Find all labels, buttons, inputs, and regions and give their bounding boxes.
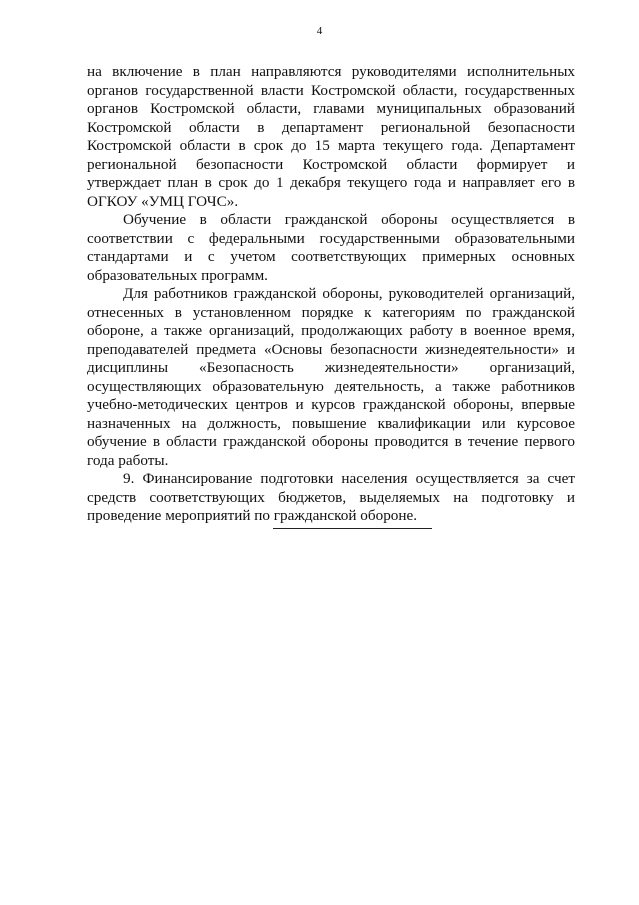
paragraph-line: проведение мероприятий по гражданской обороне. (87, 507, 418, 524)
paragraph-line: назначенных на должность, повышение квалификации или курсовое (87, 414, 575, 432)
paragraph-line: обороне, а также организаций, продолжающих работу в военное время, (87, 322, 575, 339)
paragraph-line: Костромской области в срок до 15 марта текущего года. Департамент (87, 137, 575, 154)
paragraph-line: ОГКОУ «УМЦ ГОЧС». (87, 192, 239, 210)
paragraph-line: 9. Финансирование подготовки населения осуществляется за счет (123, 470, 575, 487)
paragraph-line: осуществляющих образовательную деятельность, а также работников (87, 377, 575, 395)
paragraph-line: обучение в области гражданской обороны проводится в течение первого (87, 433, 575, 450)
paragraph-line: региональной безопасности Костромской области формирует и (87, 155, 575, 173)
paragraph-line: года работы. (87, 451, 169, 469)
paragraph-financing (87, 470, 575, 526)
end-of-document-rule (273, 528, 432, 529)
paragraph-line: отнесенных в установленном порядке к категориям по гражданской (87, 303, 575, 321)
paragraph-line: утверждает план в срок до 1 декабря текущего года и направляет его в (87, 174, 575, 191)
paragraph-line: Для работников гражданской обороны, руководителей организаций, (123, 285, 575, 302)
paragraph-line: на включение в план направляются руководителями исполнительных (87, 63, 575, 80)
paragraph-line: соответствии с федеральными государственными образовательными (87, 229, 575, 247)
paragraph-qualification (87, 285, 575, 470)
paragraph-line: Костромской области в департамент региональной безопасности (87, 118, 575, 136)
page-number: 4 (316, 25, 323, 37)
paragraph-line: Обучение в области гражданской обороны осуществляется в (123, 211, 575, 228)
paragraph-line: средств соответствующих бюджетов, выделяемых на подготовку и (87, 488, 575, 506)
body-text (87, 63, 575, 526)
paragraph-line: органов Костромской области, главами муниципальных образований (87, 100, 575, 117)
paragraph-line: дисциплины «Безопасность жизнедеятельности» организаций, (87, 359, 575, 376)
paragraph-line: органов государственной власти Костромской области, государственных (87, 81, 575, 99)
paragraph-line: преподавателей предмета «Основы безопасности жизнедеятельности» и (87, 340, 575, 358)
paragraph-line: стандартами и с учетом соответствующих примерных основных (87, 248, 575, 265)
paragraph-training-standards (87, 211, 575, 285)
paragraph-line: образовательных программ. (87, 266, 268, 284)
paragraph-plan-submission (87, 63, 575, 211)
paragraph-line: учебно-методических центров и курсов гражданской обороны, впервые (87, 396, 575, 413)
